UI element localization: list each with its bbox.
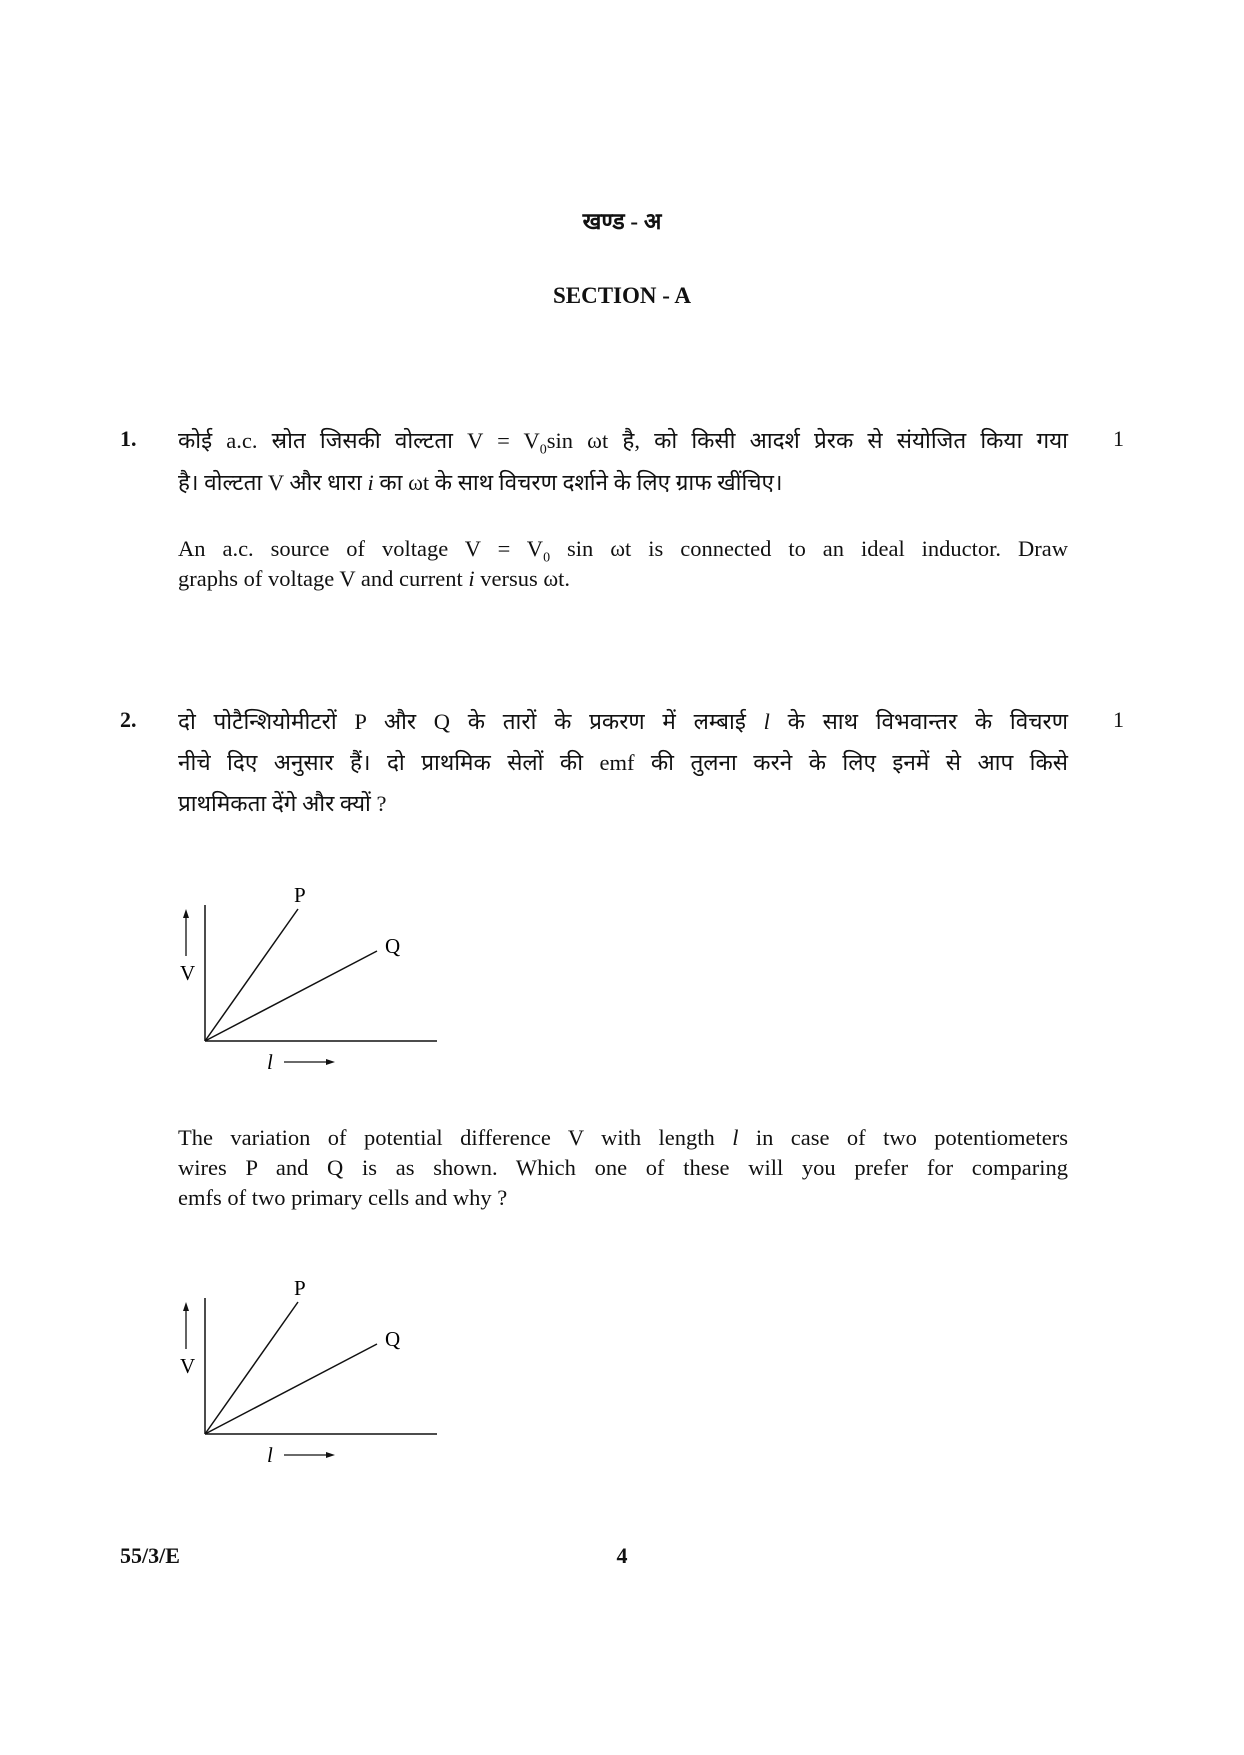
line-p <box>205 1302 298 1434</box>
question-marks: 1 <box>1113 707 1124 732</box>
question-1-hindi-line-1: कोई a.c. स्रोत जिसकी वोल्टता $V = V_0\sin$ ωt है, को किसी आदर्श प्रेरक से संयोजित किया गया <box>178 428 1068 458</box>
question-2-hindi-line-3: प्राथमिकता देंगे और क्यों ? <box>178 791 387 816</box>
question-2-english-line-1: The variation of potential difference V with length l in case of two potentiometers <box>178 1125 1068 1150</box>
section-heading-hindi: खण्ड - अ <box>582 209 662 234</box>
question-2-english-line-3: emfs of two primary cells and why ? <box>178 1185 508 1210</box>
question-1-english-line-2: graphs of voltage V and current i versus ωt. <box>178 566 571 591</box>
label-p: P <box>294 1276 306 1300</box>
question-2-hindi-line-2: नीचे दिए अनुसार हैं। दो प्राथमिक सेलों की emf की तुलना करने के लिए इनमें से आप किसे <box>178 750 1068 775</box>
line-q <box>205 1344 377 1434</box>
potentiometer-graph-english <box>170 1273 460 1467</box>
y-label: V <box>180 1354 196 1378</box>
label-q: Q <box>385 934 401 958</box>
question-marks: 1 <box>1113 426 1124 451</box>
question-1-english-line-1: An a.c. source of voltage $V = V_0$ sin ωt is connected to an ideal inductor. Draw <box>178 536 1068 566</box>
label-p: P <box>294 883 306 907</box>
question-2-hindi-line-1: दो पोटैन्शियोमीटरों P और Q के तारों के प्रकरण में लम्बाई l के साथ विभवान्तर के विचरण <box>178 709 1068 734</box>
page-number: 4 <box>616 1543 628 1568</box>
section-heading: SECTION - A <box>552 283 692 308</box>
label-q: Q <box>385 1327 401 1351</box>
x-label: l <box>267 1050 273 1074</box>
line-p <box>205 909 298 1041</box>
question-number: 1. <box>120 426 137 451</box>
paper-code: 55/3/E <box>120 1543 180 1568</box>
line-q <box>205 951 377 1041</box>
x-label: l <box>267 1443 273 1467</box>
question-2-english-line-2: wires P and Q is as shown. Which one of these will you prefer for comparing <box>178 1155 1068 1180</box>
question-1-hindi-line-2: है। वोल्टता V और धारा i का ωt के साथ विचरण दर्शाने के लिए ग्राफ खींचिए। <box>178 470 783 495</box>
y-label: V <box>180 961 196 985</box>
potentiometer-graph-hindi <box>170 880 460 1074</box>
question-number: 2. <box>120 707 137 732</box>
